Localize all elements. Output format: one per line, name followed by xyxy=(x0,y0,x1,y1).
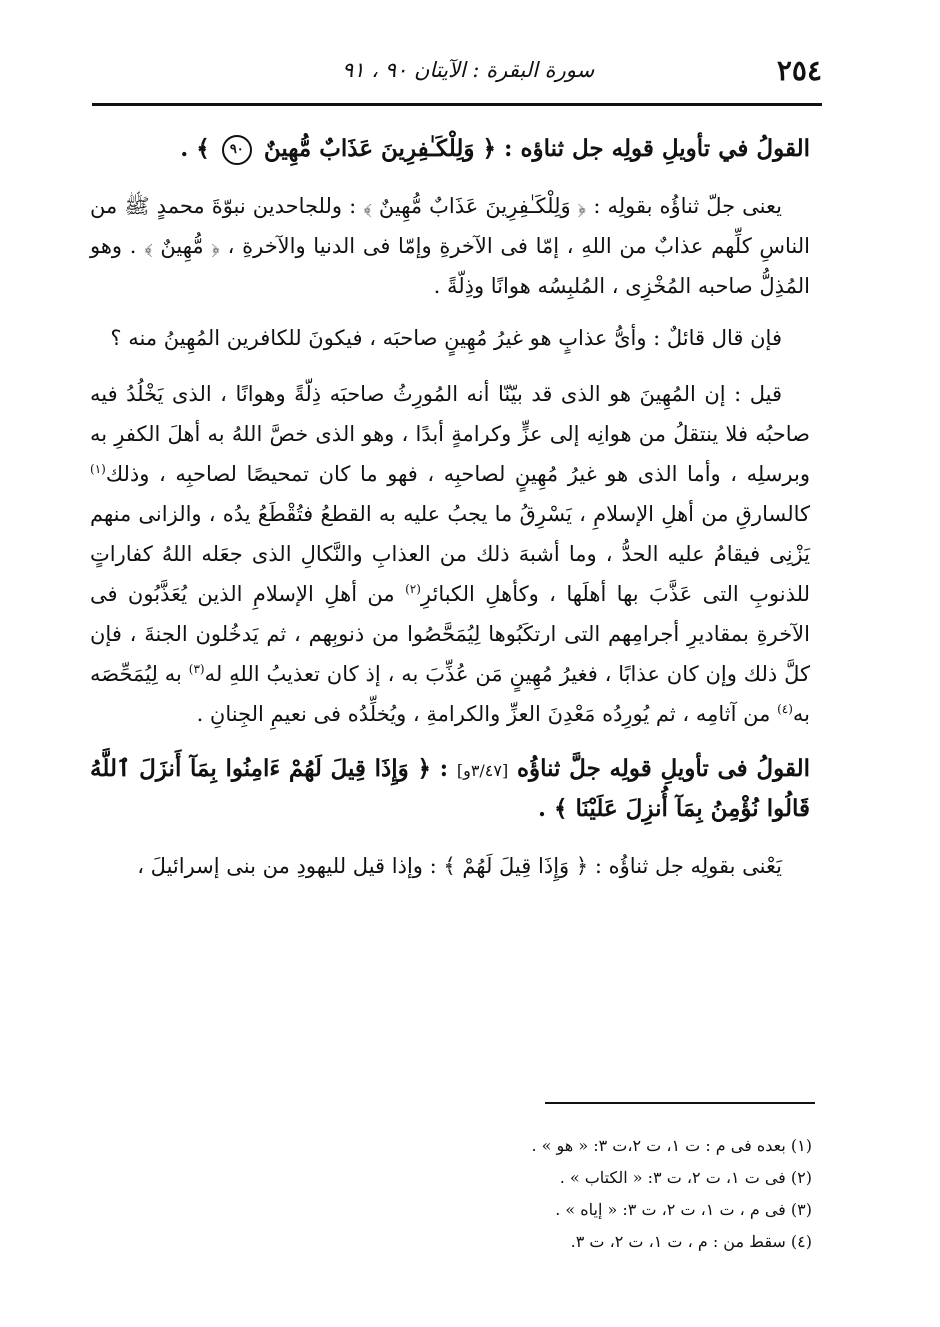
paragraph: يَعْنى بقولِه جل ثناؤُه : ﴿ وَإِذَا قِيلَ لَهُمْ ﴾ : وإذا قيل لليهودِ من بنى إسرائيلَ ، xyxy=(137,854,782,878)
heading-intro: القولُ فى تأويلِ قولِه جلَّ ثناؤُه xyxy=(516,755,810,782)
paragraph-text: قيل : إن المُهِينَ هو الذى قد بيّنّا أنه المُورِثُ صاحبَه ذِلّةً وهوانًا ، الذى يَخْلُدُ فيه صاحبُه فلا ينتقلُ من هوانِه إلى عزٍّ وكرامةٍ أبدًا ، وهو الذى خصَّ اللهُ به أهلَ الكفرِ به وبرسلِه ، وأما الذى هو غيرُ مُهِينٍ لصاحبِه ، فهو ما كان تمحيصًا لصاحبِه ، وذلك xyxy=(90,382,810,486)
section-heading xyxy=(90,750,810,828)
section-heading xyxy=(90,130,810,168)
quran-verse-close: ﴾ . xyxy=(180,135,210,162)
page-number: ٢٥٤ xyxy=(776,54,822,87)
footnote-ref: (٢) xyxy=(405,582,421,596)
footnote-rule xyxy=(545,1102,815,1104)
manuscript-reference: [٣/٤٧و] xyxy=(456,761,509,780)
header-rule xyxy=(92,103,822,106)
quran-verse: : ﴿ وَإِذَا قِيلَ لَهُمْ ءَامِنُوا بِمَآ أَنزَلَ ٱللَّهُ قَالُوا نُؤْمِنُ بِمَآ أُنزِلَ عَلَيْنَا ﴾ . xyxy=(90,755,810,822)
paragraph-text: من آثامِه ، ثم يُورِدُه مَعْدِنَ العزِّ والكرامةِ ، ويُخلِّدُه فى نعيمِ الجِنانِ . xyxy=(196,702,771,726)
verse-number-marker: ٩٠ xyxy=(222,135,252,165)
body-text xyxy=(90,130,810,902)
paragraph xyxy=(90,374,810,734)
footnote: (٣) فى م ، ت ١، ت ٢، ت ٣: « إياه » . xyxy=(555,1200,812,1219)
heading-intro: القولُ في تأويلِ قولِه جل ثناؤه : xyxy=(503,135,810,162)
footnote: (١) بعده فى م : ت ١، ت ٢،ت ٣: « هو » . xyxy=(531,1136,812,1155)
footnotes xyxy=(150,1130,812,1258)
quran-verse: ﴿ وَلِلْكَـٰفِرِينَ عَذَابٌ مُّهِينٌ xyxy=(263,135,496,162)
footnote-ref: (٤) xyxy=(777,702,793,716)
running-title: سورة البقرة : الآيتان ٩٠ ، ٩١ xyxy=(342,58,595,82)
paragraph: فإن قال قائلٌ : وأىُّ عذابٍ هو غيرُ مُهِينٍ صاحبَه ، فيكونَ للكافرين المُهِينُ منه ؟ xyxy=(110,326,782,350)
paragraph-text: به لِيُمَحِّصَه به xyxy=(90,662,810,726)
paragraph: يعنى جلّ ثناؤُه بقولِه : ﴿ وَلِلْكَـٰفِرِينَ عَذَابٌ مُّهِينٌ ﴾ : وللجاحدين نبوّةَ محمدٍ ﷺ من الناسِ كلِّهم عذابٌ من اللهِ ، إمّا فى الآخرةِ وإمّا فى الدنيا والآخرةِ ، ﴿ مُّهِينٌ ﴾ . وهو المُذِلُّ صاحبه المُخْزِى ، المُلبِسُه هوانًا وذِلّةً . xyxy=(90,194,810,298)
footnote: (٢) فى ت ١، ت ٢، ت ٣: « الكتاب » . xyxy=(559,1168,812,1187)
page-header xyxy=(92,52,822,96)
paragraph-text: كالسارقِ من أهلِ الإسلامِ ، يَسْرِقُ ما يجبُ عليه به القطعُ فتُقْطَعُ يدُه ، والزانى منهم يَزْنِى فيقامُ عليه الحدُّ ، وما أشبهَ ذلك من العذابِ والنَّكالِ الذى جعَله اللهُ كفاراتٍ للذنوبِ التى عَذَّبَ بها أهلَها ، وكأهلِ الكبائرِ xyxy=(90,502,810,606)
footnote-ref: (٣) xyxy=(188,662,205,676)
paragraph-text: من أهلِ الإسلامِ الذين يُعَذَّبُون فى الآخرةِ بمقاديرِ أجرامِهم التى ارتكَبُوها لِيُمَحَّصُوا من ذنوبِهم ، ثم يَدخُلون الجنةَ ، فإن كلَّ ذلك وإن كان عذابًا ، فغيرُ مُهِينٍ مَن عُذِّبَ به ، إذ كان تعذيبُ اللهِ له xyxy=(90,582,810,686)
footnote: (٤) سقط من : م ، ت ١، ت ٢، ت ٣. xyxy=(570,1232,812,1251)
footnote-ref: (١) xyxy=(90,462,106,476)
